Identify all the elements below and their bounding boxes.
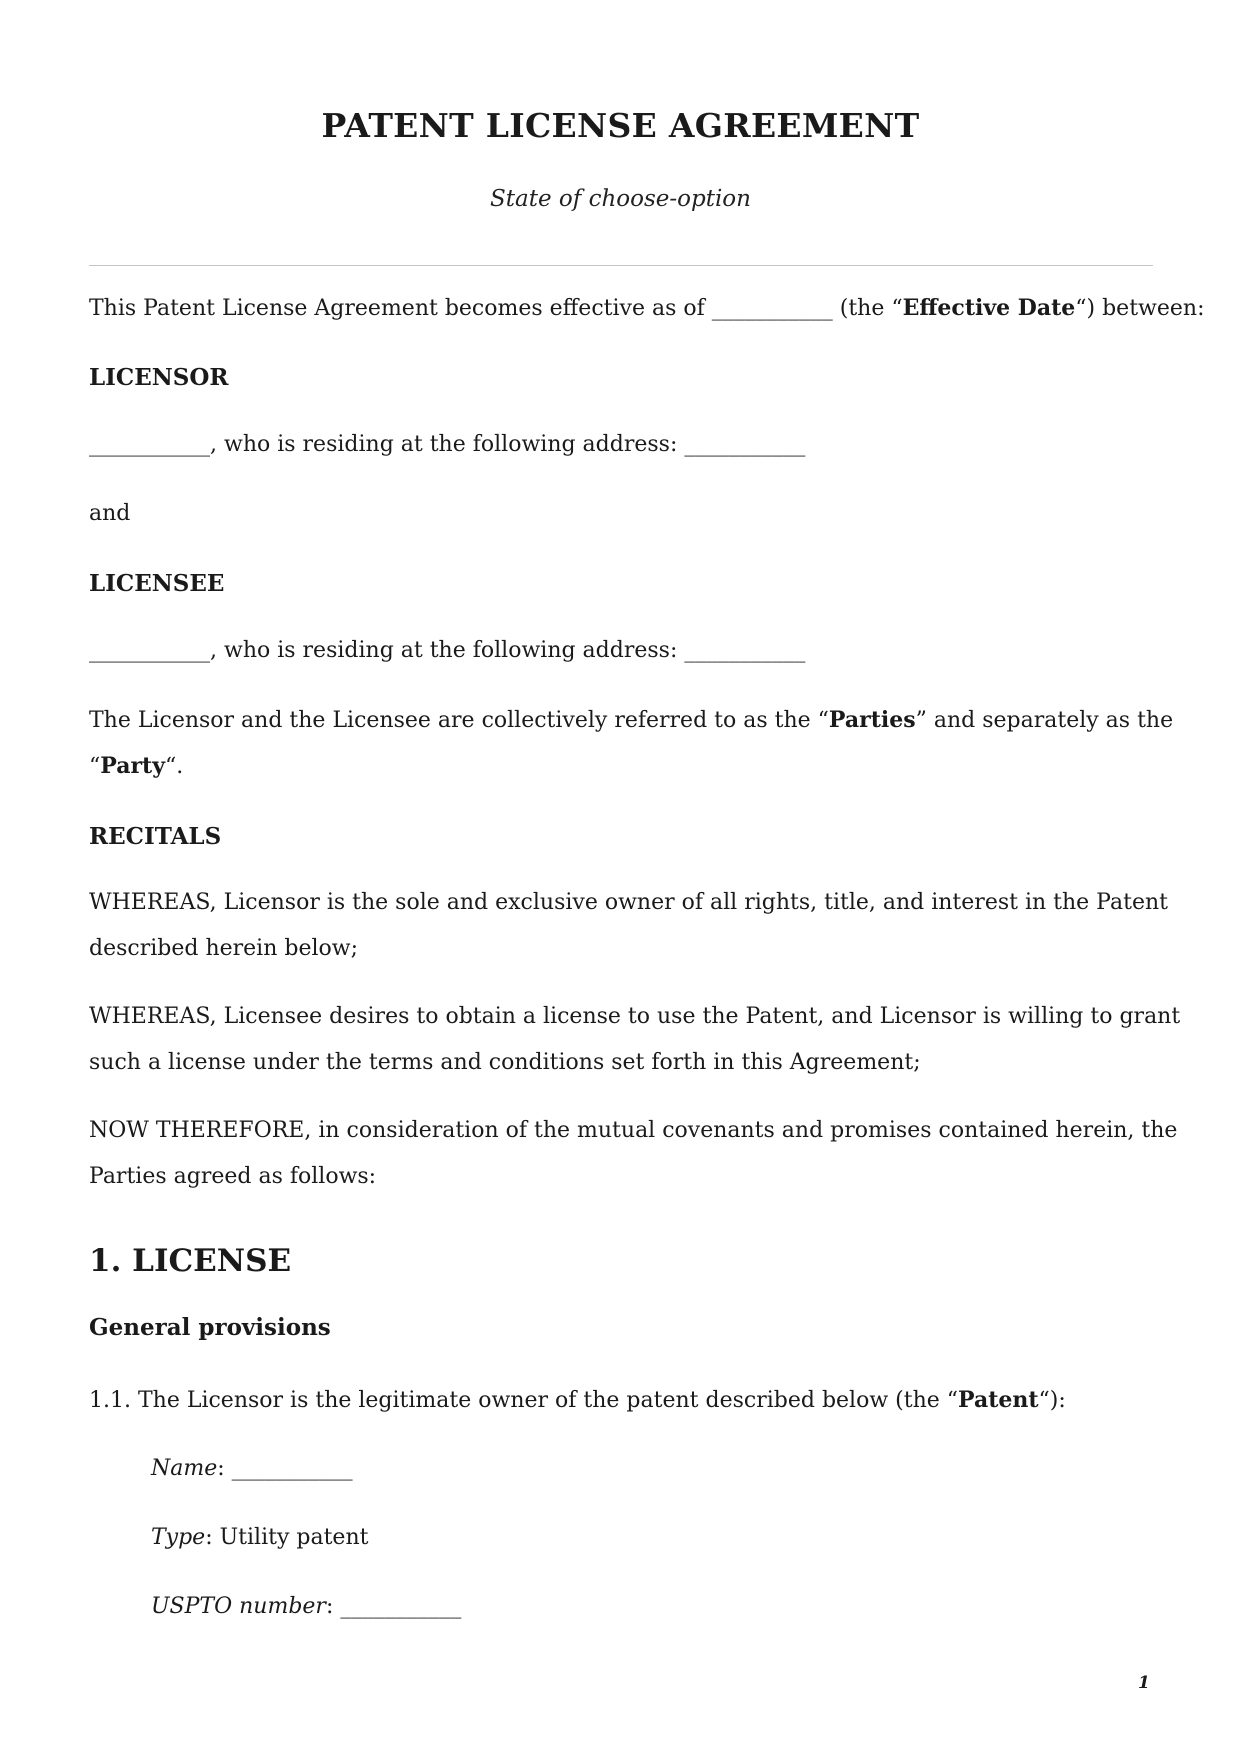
licensor-line: ___________, who is residing at the following address: ___________	[89, 432, 806, 457]
whereas-1-line-1: WHEREAS, Licensor is the sole and exclusive owner of all rights, title, and interest in the Patent	[89, 890, 1168, 915]
intro-text-pre: This Patent License Agreement becomes effective as of ___________ (the “	[89, 296, 903, 321]
now-therefore-line-1: NOW THEREFORE, in consideration of the mutual covenants and promises contained herein, the	[89, 1118, 1178, 1143]
clause-1-1-post: “):	[1038, 1388, 1066, 1413]
uspto-number-field: USPTO number: ___________	[151, 1594, 462, 1619]
parties-text-post: ” and separately as the	[915, 708, 1174, 733]
party-term: Party	[100, 753, 165, 779]
patent-term: Patent	[958, 1387, 1039, 1413]
parties-term: Parties	[828, 707, 916, 733]
patent-name-field: Name: ___________	[151, 1456, 353, 1481]
general-provisions-heading: General provisions	[89, 1314, 331, 1341]
clause-1-1	[89, 1377, 1066, 1424]
whereas-1-line-2: described herein below;	[89, 936, 358, 961]
licensor-heading: LICENSOR	[89, 364, 229, 391]
recitals-heading: RECITALS	[89, 823, 222, 850]
document-title: PATENT LICENSE AGREEMENT	[321, 106, 920, 145]
and-text: and	[89, 501, 131, 526]
parties-text-pre: The Licensor and the Licensee are collectively referred to as the “	[89, 708, 829, 733]
intro-paragraph	[89, 285, 1204, 332]
intro-text-post: “) between:	[1075, 296, 1205, 321]
field-value: ___________	[340, 1594, 462, 1619]
effective-date-term: Effective Date	[902, 295, 1076, 321]
parties-line-2	[89, 743, 183, 790]
party-quote-close: “.	[165, 754, 184, 779]
clause-1-1-pre: 1.1. The Licensor is the legitimate owner of the patent described below (the “	[89, 1388, 958, 1413]
field-label: Name	[151, 1456, 218, 1481]
field-value: ___________	[231, 1456, 353, 1481]
field-label: Type	[151, 1525, 206, 1550]
page-number: 1	[1138, 1673, 1150, 1693]
field-label: USPTO number	[151, 1594, 326, 1619]
divider	[89, 265, 1153, 266]
party-quote-open: “	[89, 754, 101, 779]
field-value: Utility patent	[219, 1525, 369, 1550]
licensee-heading: LICENSEE	[89, 570, 225, 597]
parties-line-1	[89, 697, 1173, 744]
licensee-line: ___________, who is residing at the following address: ___________	[89, 638, 806, 663]
whereas-2-line-2: such a license under the terms and conditions set forth in this Agreement;	[89, 1050, 921, 1075]
section-1-heading: 1. LICENSE	[89, 1243, 292, 1279]
patent-type-field: Type: Utility patent	[151, 1525, 369, 1550]
document-subtitle: State of choose-option	[490, 186, 751, 212]
whereas-2-line-1: WHEREAS, Licensee desires to obtain a license to use the Patent, and Licensor is willing to grant	[89, 1004, 1181, 1029]
now-therefore-line-2: Parties agreed as follows:	[89, 1164, 377, 1189]
